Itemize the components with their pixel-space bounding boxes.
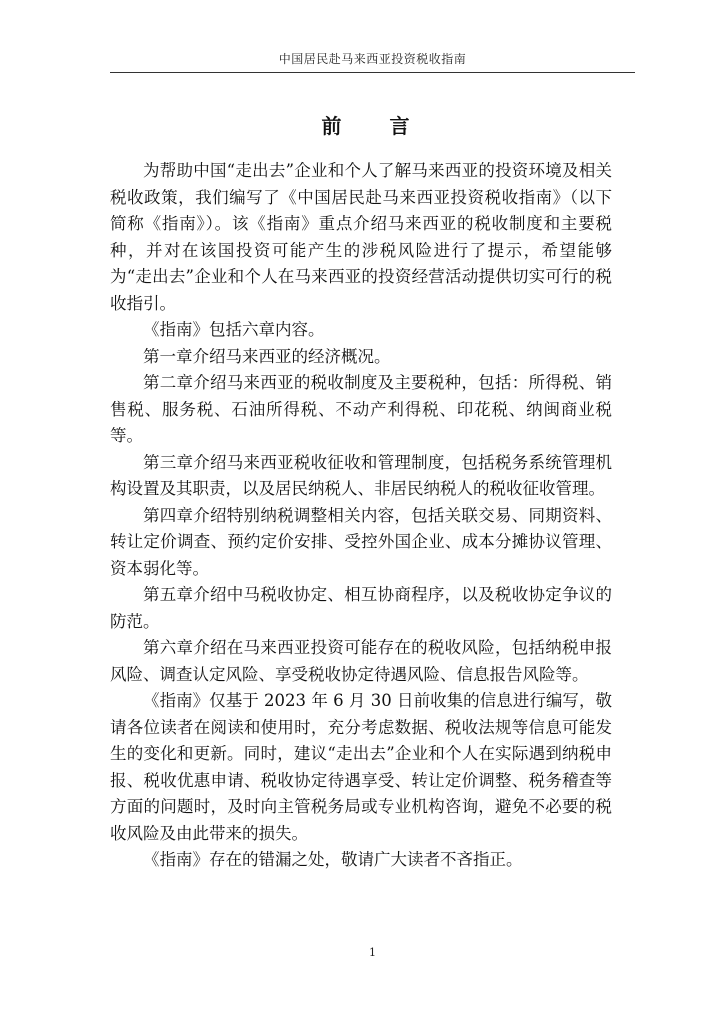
paragraph: 第三章介绍马来西亚税收征收和管理制度，包括税务系统管理机构设置及其职责，以及居民纳税人、非居民纳税人的税收征收管理。 bbox=[110, 452, 612, 498]
paragraph: 《指南》存在的错漏之处，敬请广大读者不吝指正。 bbox=[143, 850, 523, 869]
paragraph: 第五章介绍中马税收协定、相互协商程序，以及税收协定争议的防范。 bbox=[110, 585, 612, 631]
page-number: 1 bbox=[369, 946, 376, 959]
running-header: 中国居民赴马来西亚投资税收指南 bbox=[278, 52, 467, 66]
paragraph: 第四章介绍特别纳税调整相关内容，包括关联交易、同期资料、转让定价调查、预约定价安排、受控外国企业、成本分摊协议管理、资本弱化等。 bbox=[110, 505, 612, 578]
page-title: 前 言 bbox=[321, 114, 424, 138]
paragraph: 《指南》仅基于 2023 年 6 月 30 日前收集的信息进行编写，敬请各位读者在阅读和使用时，充分考虑数据、税收法规等信息可能发生的变化和更新。同时，建议“走出去”企业和个人在实际遇到纳税申报、税收优惠申请、税收协定待遇享受、转让定价调整、税务稽查等方面的问题时，及时向主管税务局或专业机构咨询，避免不必要的税收风险及由此带来的损失。 bbox=[110, 691, 612, 843]
paragraph: 第二章介绍马来西亚的税收制度及主要税种，包括：所得税、销售税、服务税、石油所得税、不动产利得税、印花税、纳闽商业税等。 bbox=[110, 373, 612, 445]
paragraph: 第一章介绍马来西亚的经济概况。 bbox=[143, 346, 391, 366]
body-text bbox=[110, 158, 612, 874]
header-rule bbox=[110, 72, 635, 73]
paragraph: 第六章介绍在马来西亚投资可能存在的税收风险，包括纳税申报风险、调查认定风险、享受税收协定待遇风险、信息报告风险等。 bbox=[110, 638, 612, 684]
paragraph: 为帮助中国“走出去”企业和个人了解马来西亚的投资环境及相关税收政策，我们编写了《中国居民赴马来西亚投资税收指南》（以下简称《指南》）。该《指南》重点介绍马来西亚的税收制度和主要税种，并对在该国投资可能产生的涉税风险进行了提示，希望能够为“走出去”企业和个人在马来西亚的投资经营活动提供切实可行的税收指引。 bbox=[110, 161, 612, 313]
paragraph: 《指南》包括六章内容。 bbox=[143, 320, 325, 339]
